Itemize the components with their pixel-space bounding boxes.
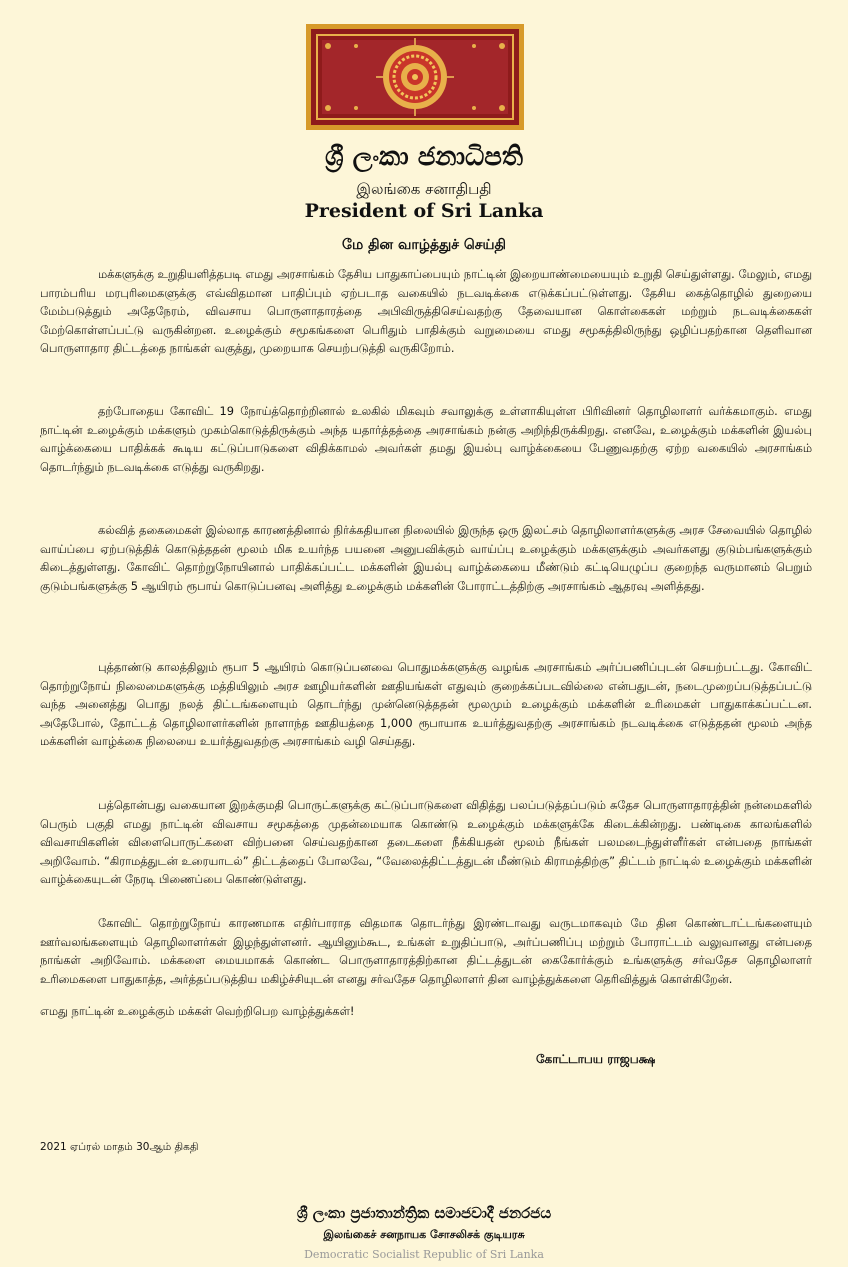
paragraph-3: கல்வித் தகைமைகள் இல்லாத காரணத்தினால் நிர்க்கதியான நிலையில் இருந்த ஒரு இலட்சம் தொழிலாளர்களுக்கு அரச சேவையில் தொழில் வாய்ப்பை ஏற்படுத்திக் கொடுத்ததன் மூலம் மிக உயர்ந்த பயனை அனுபவிக்கும் வாய்ப்பு உழைக்கும் மக்களுக்கும் அவர்களது குடும்பங்களுக்கும் கிடைத்துள்ளது. கோவிட் தொற்றுநோயினால் பாதிக்கப்பட்ட மக்களின் இயல்பு வாழ்க்கையை மீண்டும் கட்டியெழுப்ப குறைந்த வருமானம் பெறும் குடும்பங்களுக்கு 5 ஆயிரம் ரூபாய் கொடுப்பனவு அளித்து உழைக்கும் மக்களின் போராட்டத்திற்கு அரசாங்கம் ஆதரவு அளித்தது. (40, 523, 812, 593)
right-margin-strip (848, 0, 860, 1267)
paragraph-6: கோவிட் தொற்றுநோய் காரணமாக எதிர்பாராத விதமாக தொடர்ந்து இரண்டாவது வருடமாகவும் மே தின கொண்டாட்டங்களையும் ஊர்வலங்களையும் தொழிலாளர்கள் இழந்துள்ளனர். ஆயினும்கூட, உங்கள் உறுதிப்பாடு, அர்ப்பணிப்பு மற்றும் போராட்டம் வலுவானது என்பதை நாங்கள் அறிவோம். மக்களை மையமாகக் கொண்ட பொருளாதாரத்திற்கான திட்டத்துடன் கைகோர்க்கும் உங்களுக்கு சர்வதேச தொழிலாளர் உரிமைகளை பாதுகாத்த, அர்த்தப்படுத்திய மகிழ்ச்சியுடன் எனது சர்வதேச தொழிலாளர் தின வாழ்த்துக்களை தெரிவித்துக் கொள்கிறேன். (40, 916, 812, 986)
sinhala-title: ශ්‍රී ලංකා ජනාධිපති (324, 142, 524, 172)
footer-sinhala: ශ්‍රී ලංකා ප්‍රජාතාන්ත්‍රික සමාජවාදී ජනරජය (296, 1204, 552, 1222)
tamil-title: இலங்கை சனாதிபதி (356, 180, 492, 198)
message-title: மே தின வாழ்த்துச் செய்தி (342, 237, 506, 253)
presidential-emblem-icon (306, 24, 524, 130)
footer-english: Democratic Socialist Republic of Sri Lanka (304, 1248, 544, 1261)
english-title: President of Sri Lanka (304, 200, 544, 222)
letter-date: 2021 ஏப்ரல் மாதம் 30ஆம் திகதி (40, 1141, 199, 1153)
paragraph-1: மக்களுக்கு உறுதியளித்தபடி எமது அரசாங்கம் தேசிய பாதுகாப்பையும் நாட்டின் இறையாண்மையையும் உறுதி செய்துள்ளது. மேலும், எமது பாரம்பரிய மரபுரிமைகளுக்கு எவ்விதமான பாதிப்பும் ஏற்படாத வகையில் நடவடிக்கை எடுக்கப்பட்டுள்ளது. தேசிய கைத்தொழில் துறையை மேம்படுத்தும் அதேநேரம், விவசாய பொருளாதாரத்தை அபிவிருத்திசெய்வதற்கு தேவையான கொள்கைகள் மற்றும் நடவடிக்கைகள் மேற்கொள்ளப்பட்டு வருகின்றன. உழைக்கும் சமூகங்களை பெரிதும் பாதிக்கும் வறுமையை எமது சமூகத்திலிருந்து ஒழிப்பதற்கான தெளிவான பொருளாதார திட்டத்தை நாங்கள் வகுத்து, முறையாக செயற்படுத்தி வருகிறோம். (40, 267, 812, 355)
signature-name: கோட்டாபய ராஜபக்ஷ (536, 1052, 656, 1066)
footer-tamil: இலங்கைச் சனநாயக சோசலிசக் குடியரசு (323, 1228, 525, 1241)
paragraph-2: தற்போதைய கோவிட் 19 நோய்த்தொற்றினால் உலகில் மிகவும் சவாலுக்கு உள்ளாகியுள்ள பிரிவினர் தொழிலாளர் வர்க்கமாகும். எமது நாட்டின் உழைக்கும் மக்களும் முகம்கொடுத்திருக்கும் அந்த யதார்த்தத்தை அரசாங்கம் நன்கு அறிந்திருக்கிறது. எனவே, உழைக்கும் மக்களின் இயல்பு வாழ்க்கையை பாதிக்கக் கூடிய கட்டுப்பாடுகளை விதிக்காமல் அவர்கள் தமது இயல்பு வாழ்க்கையை பேணுவதற்கு ஏற்ற வகையில் அரசாங்கம் தொடர்ந்தும் நடவடிக்கை எடுத்து வருகிறது. (40, 404, 812, 474)
paragraph-5: பத்தொன்பது வகையான இறக்குமதி பொருட்களுக்கு கட்டுப்பாடுகளை விதித்து பலப்படுத்தப்படும் சுதேச பொருளாதாரத்தின் நன்மைகளில் பெரும் பகுதி எமது நாட்டின் விவசாய சமூகத்தை முதன்மையாக கொண்டு உழைக்கும் மக்களுக்கே கிடைக்கின்றது. பண்டிகை காலங்களில் விவசாயிகளின் விளைபொருட்களை விற்பனை செய்வதற்கான தடைகளை நீக்கியதன் மூலம் நீங்கள் பலமடைந்துள்ளீர்கள் என்பதை நாங்கள் அறிவோம். “கிராமத்துடன் உரையாடல்” திட்டத்தைப் போலவே, “வேலைத்திட்டத்துடன் மீண்டும் கிராமத்திற்கு” திட்டம் நாட்டில் உழைக்கும் மக்களின் வாழ்க்கையுடன் நேரடி பிணைப்பை கொண்டுள்ளது. (40, 798, 812, 886)
paragraph-4: புத்தாண்டு காலத்திலும் ரூபா 5 ஆயிரம் கொடுப்பனவை பொதுமக்களுக்கு வழங்க அரசாங்கம் அர்ப்பணிப்புடன் செயற்பட்டது. கோவிட் தொற்றுநோய் நிலைமைகளுக்கு மத்தியிலும் அரச ஊழியர்களின் ஊதியங்கள் எதுவும் குறைக்கப்படவில்லை என்பதுடன், நடைமுறைப்படுத்தப்பட்டு வந்த அனைத்து பொது நலத் திட்டங்களையும் தொடர்ந்து முன்னெடுத்ததன் மூலமும் உழைக்கும் மக்களின் உரிமைகள் பாதுகாக்கப்பட்டன. அதேபோல், தோட்டத் தொழிலாளர்களின் நாளாந்த ஊதியத்தை 1,000 ரூபாயாக உயர்த்துவதற்கு அரசாங்கம் நடவடிக்கை எடுத்ததன் மூலம் அந்த மக்களின் வாழ்க்கை நிலையை உயர்த்துவதற்கு அரசாங்கம் வழி செய்தது. (40, 660, 812, 748)
closing-line: எமது நாட்டின் உழைக்கும் மக்கள் வெற்றிபெற வாழ்த்துக்கள்! (40, 1004, 355, 1018)
